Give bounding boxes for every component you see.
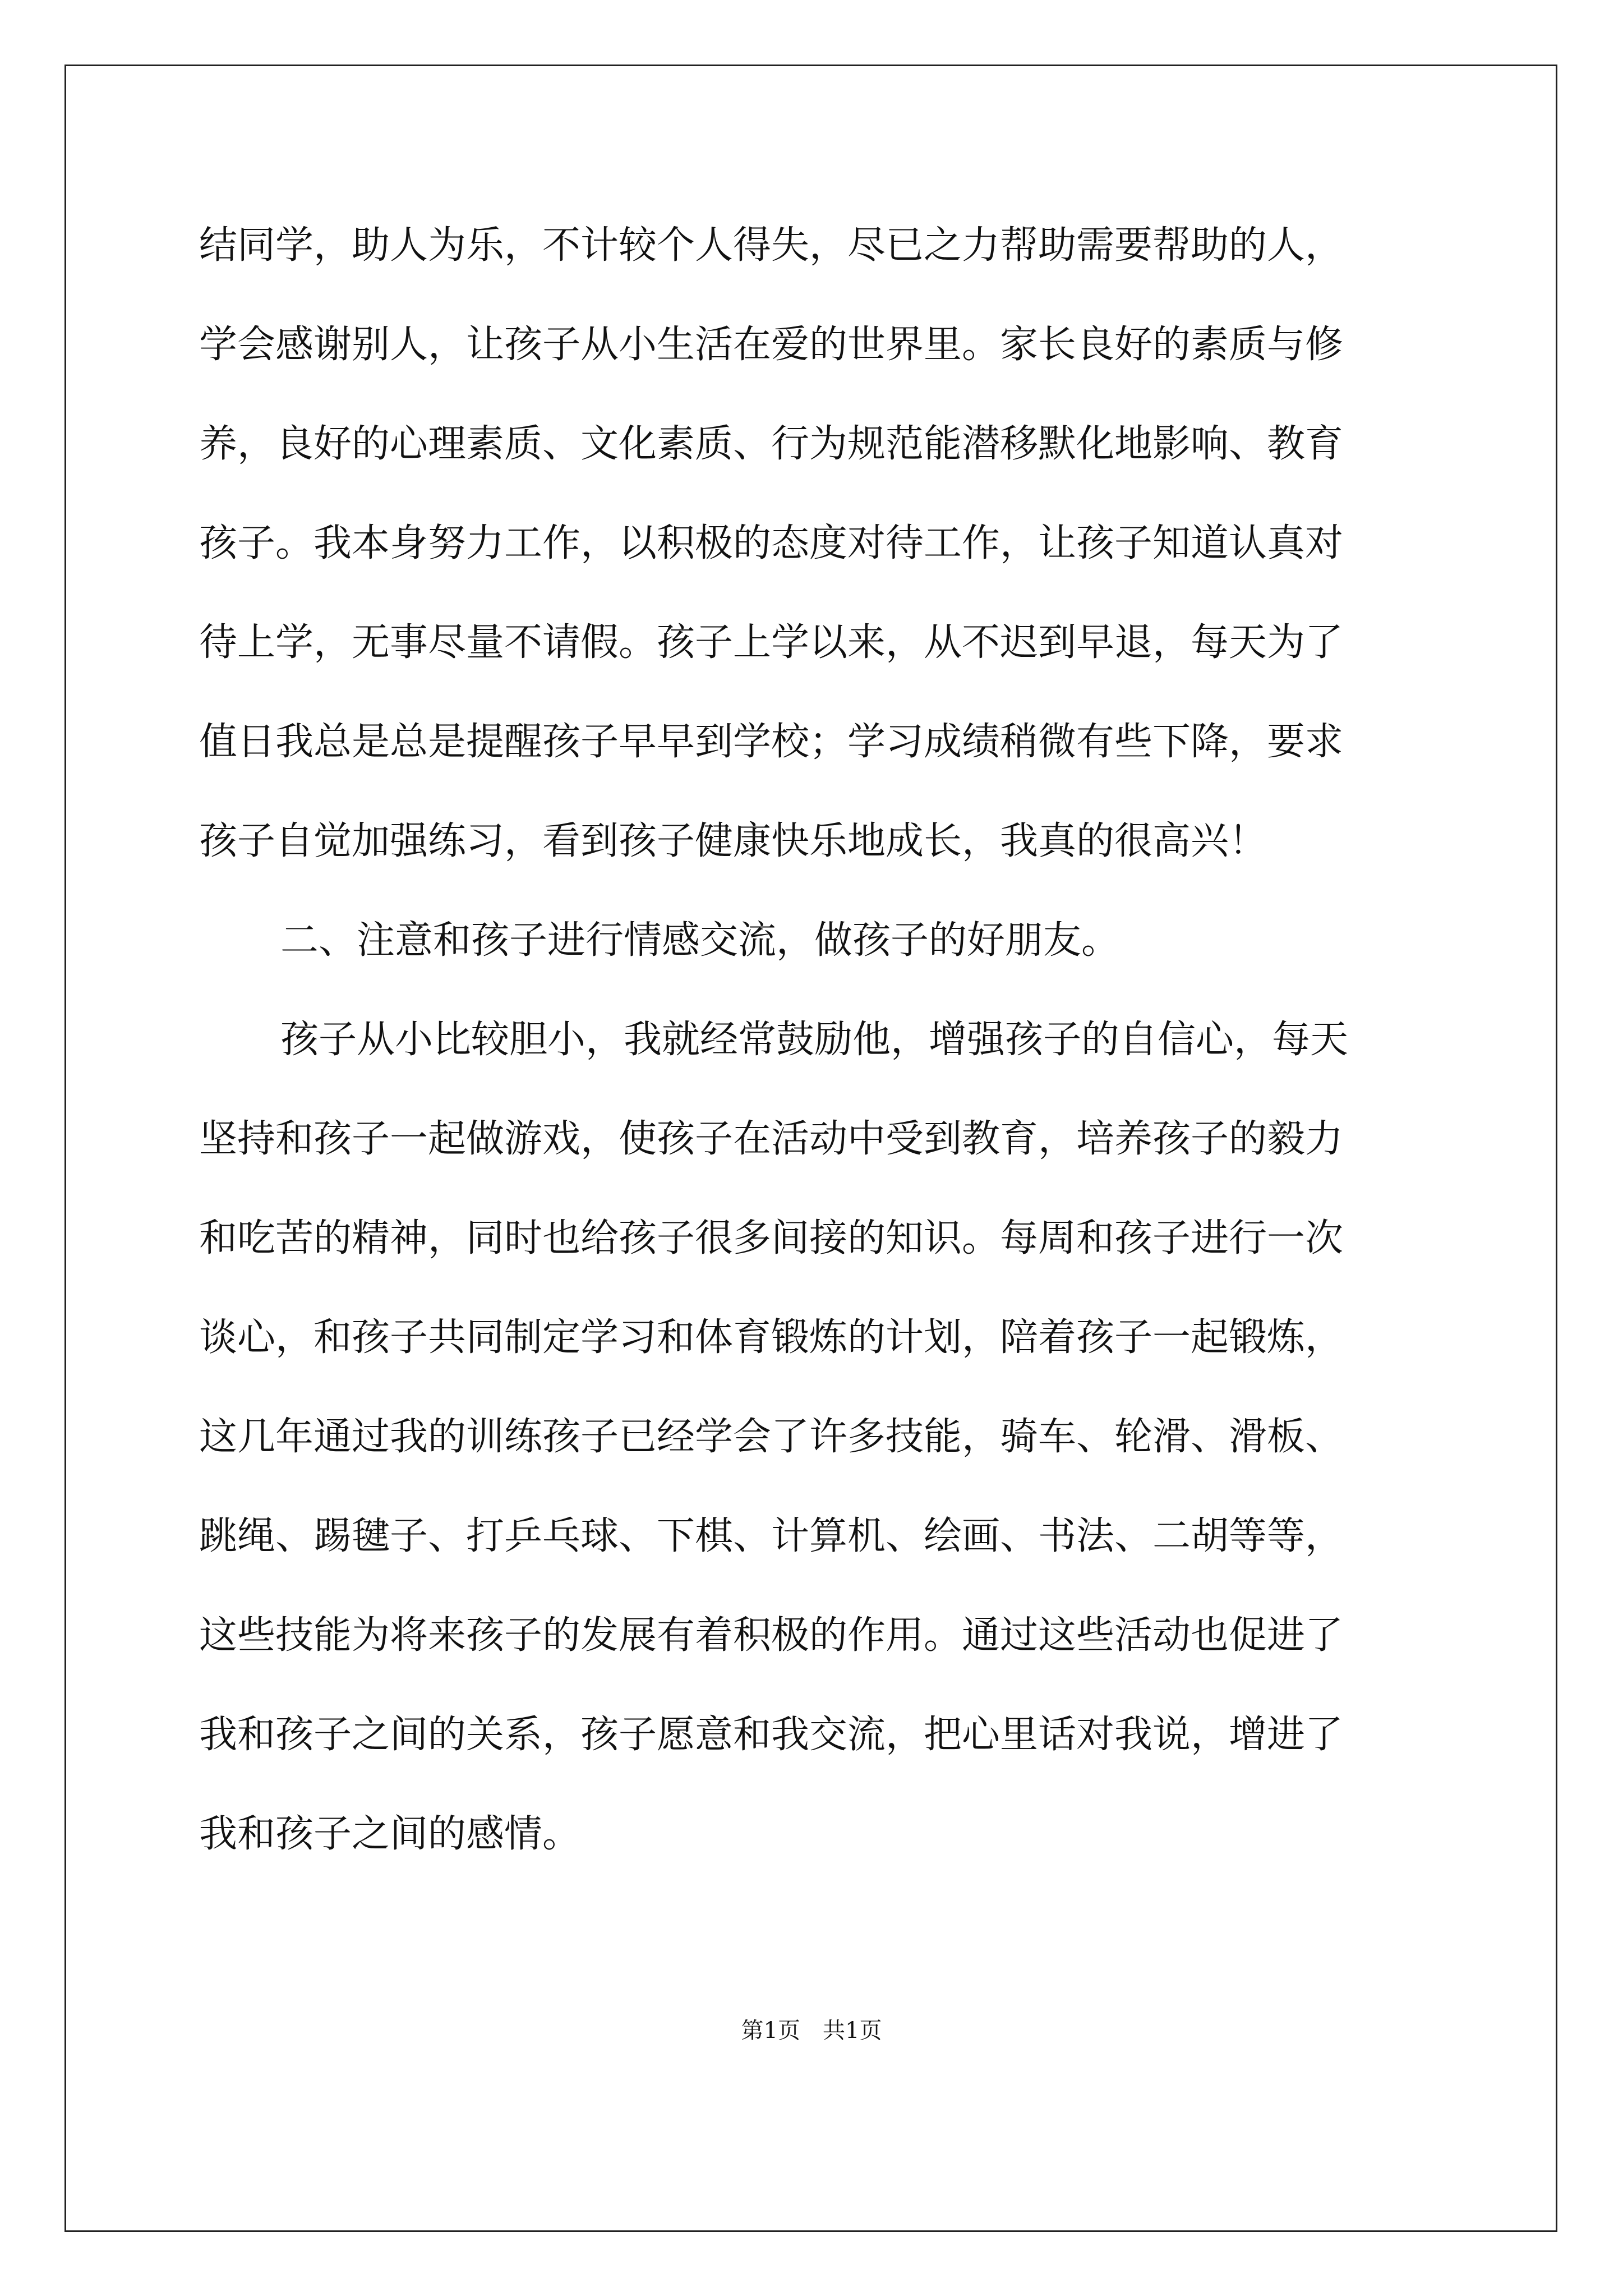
text-line: 值日我总是总是提醒孩子早早到学校；学习成绩稍微有些下降，要求 [199,720,1344,764]
text-line: 养，良好的心理素质、文化素质、行为规范能潜移默化地影响、教育 [199,422,1344,466]
text-line: 坚持和孩子一起做游戏，使孩子在活动中受到教育，培养孩子的毅力 [199,1117,1344,1161]
text-line: 跳绳、踢毽子、打乒乓球、下棋、计算机、绘画、书法、二胡等等， [199,1514,1344,1558]
section-heading: 二、注意和孩子进行情感交流，做孩子的好朋友。 [280,918,1120,963]
text-line: 这些技能为将来孩子的发展有着积极的作用。通过这些活动也促进了 [199,1613,1344,1658]
paragraph-start-line: 孩子从小比较胆小，我就经常鼓励他，增强孩子的自信心，每天 [280,1018,1349,1062]
text-line: 结同学，助人为乐，不计较个人得失，尽已之力帮助需要帮助的人， [199,223,1344,268]
text-line: 孩子。我本身努力工作，以积极的态度对待工作，让孩子知道认真对 [199,521,1344,565]
text-line: 孩子自觉加强练习，看到孩子健康快乐地成长，我真的很高兴！ [199,819,1267,863]
page-number-footer: 第1页 共1页 [741,2018,882,2044]
text-line: 待上学，无事尽量不请假。孩子上学以来，从不迟到早退，每天为了 [199,620,1344,665]
text-line: 我和孩子之间的关系，孩子愿意和我交流，把心里话对我说，增进了 [199,1713,1344,1757]
text-line: 学会感谢别人，让孩子从小生活在爱的世界里。家长良好的素质与修 [199,323,1344,367]
text-line: 这几年通过我的训练孩子已经学会了许多技能，骑车、轮滑、滑板、 [199,1415,1344,1459]
text-line: 谈心，和孩子共同制定学习和体育锻炼的计划，陪着孩子一起锻炼， [199,1315,1344,1360]
text-line: 和吃苦的精神，同时也给孩子很多间接的知识。每周和孩子进行一次 [199,1216,1344,1260]
text-line: 我和孩子之间的感情。 [199,1812,581,1856]
